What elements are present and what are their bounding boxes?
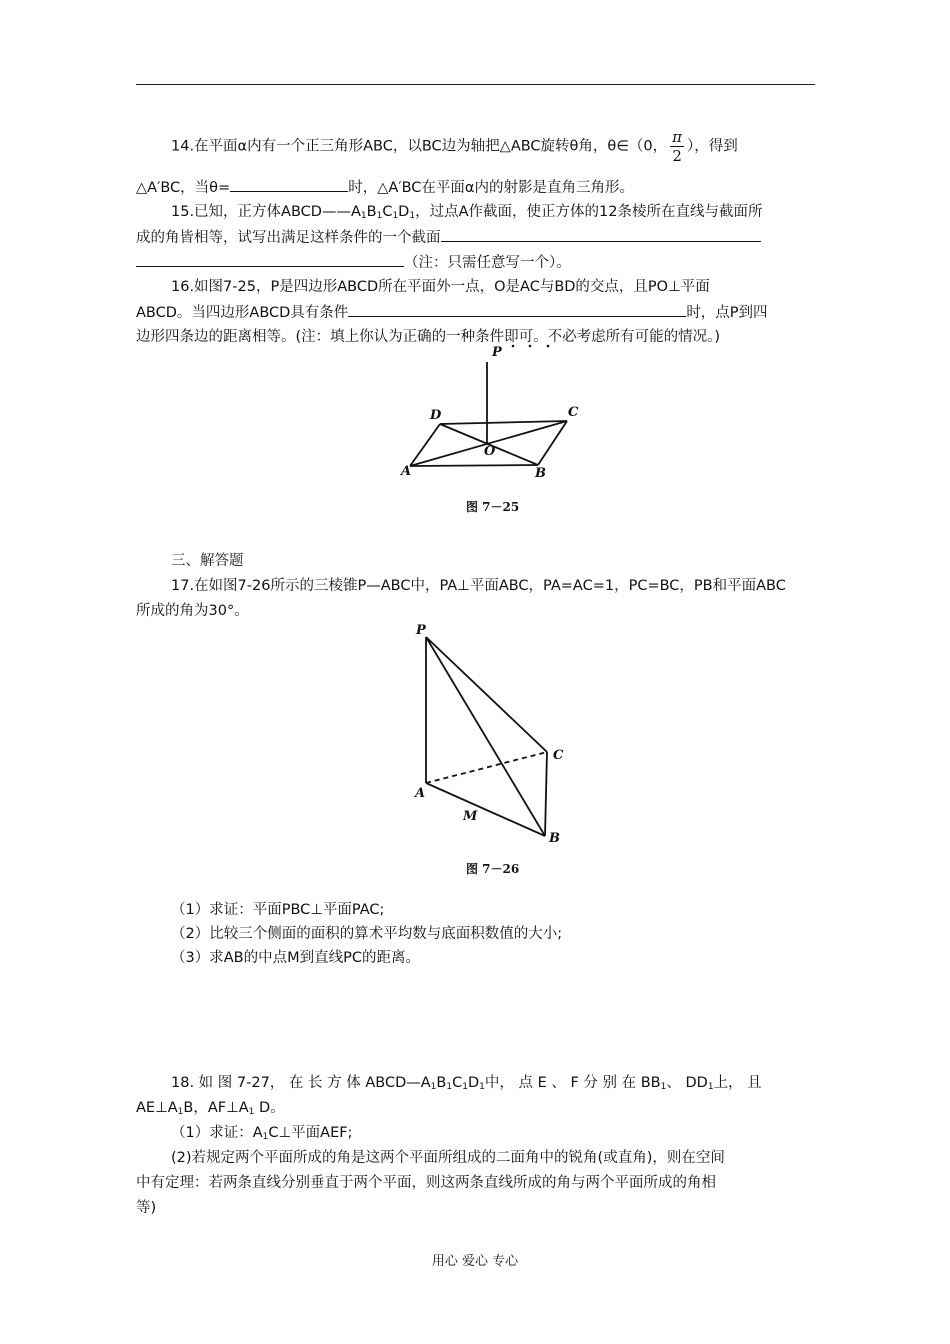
fig725-label-c: C (568, 405, 579, 420)
fig726-pc-edge (426, 637, 547, 752)
page-footer: 用心 爱心 专心 (431, 1254, 519, 1269)
q14-line2: △A′BC，当θ= 时，△A′BC在平面α内的射影是直角三角形。 (136, 175, 815, 200)
q17-line1: 17.在如图7-26所示的三棱锥P—ABC中，PA⊥平面ABC，PA=AC=1，PC=BC，PB和平面ABC (171, 578, 786, 594)
fig725-caption: 图 7－25 (466, 500, 520, 514)
q17-sub2: （2）比较三个侧面的面积的算术平均数与底面积数值的大小; (171, 926, 563, 942)
q16-line2: ABCD。当四边形ABCD具有条件 时，点P到四 (136, 300, 815, 325)
fig725-label-d: D (430, 408, 442, 423)
q17-sub1: （1）求证：平面PBC⊥平面PAC; (171, 902, 385, 918)
q18-line1: 18. 如 图 7-27， 在 长 方 体 $ABCD—A_1B_1C_1D_1$中， 点 E 、 F 分 别 在 $BB_1$、 $DD_1$上， 且 (171, 1075, 762, 1092)
q18-line2: $AE\perp A_1B$，$AF\perp A_1$ D。 (136, 1100, 285, 1117)
q15-line1: 15.已知，正方体$ABCD——A_1B_1C_1D_1$，过点A作截面，使正方体的12条棱所在直线与截面所 (171, 204, 763, 221)
section-heading: 三、解答题 (171, 553, 244, 569)
fig726-cb-edge (545, 752, 547, 836)
fig725-label-o: O (484, 444, 496, 459)
q18-sub2-line2: 中有定理：若两条直线分别垂直于两个平面，则这两条直线所成的角与两个平面所成的角相 (136, 1175, 716, 1191)
q16-line3: 边形四条边的距离相等。(注：填上你认为正确的一种条件即可。不必考虑所有可能的情况。) (136, 329, 721, 345)
fig726-label-b: B (549, 831, 560, 846)
fig725-label-a: A (401, 464, 412, 479)
fig726-label-p: P (416, 623, 426, 638)
q16-line1: 16.如图7-25，P是四边形ABCD所在平面外一点，O是AC与BD的交点，且PO⊥平面 (171, 279, 710, 295)
fig726-caption: 图 7－26 (466, 862, 520, 876)
fig725-label-b: B (535, 466, 546, 481)
q18-sub2-line1: (2)若规定两个平面所成的角是这两个平面所组成的二面角中的锐角(或直角)，则在空间 (171, 1150, 725, 1166)
fig726-ac-hidden-edge (426, 752, 547, 783)
fig726-label-a: A (415, 786, 426, 801)
q15-line3: （注：只需任意写一个）。 (136, 250, 815, 275)
fig726-label-m: M (463, 809, 478, 824)
fig725-label-p: P (492, 345, 502, 360)
q18-sub1: （1）求证：$A_1C\perp$平面AEF; (171, 1125, 353, 1142)
q17-sub3: （3）求AB的中点M到直线PC的距离。 (171, 950, 420, 966)
fig726-label-c: C (553, 748, 564, 763)
pi-over-2-fraction: $\frac{\pi}{2}$ (672, 128, 683, 165)
fig726-ab-edge (426, 783, 545, 836)
q15-line2: 成的角皆相等，试写出满足这样条件的一个截面 (136, 225, 815, 250)
q17-line2: 所成的角为30°。 (136, 603, 249, 619)
q18-sub2-line3: 等) (136, 1200, 157, 1216)
fig726-pb-edge (426, 637, 545, 836)
q14-line1: 14.在平面α内有一个正三角形ABC，以BC边为轴把△ABC旋转θ角，θ∈（0， $\frac{\pi}{2}$ ），得到 (171, 128, 738, 165)
